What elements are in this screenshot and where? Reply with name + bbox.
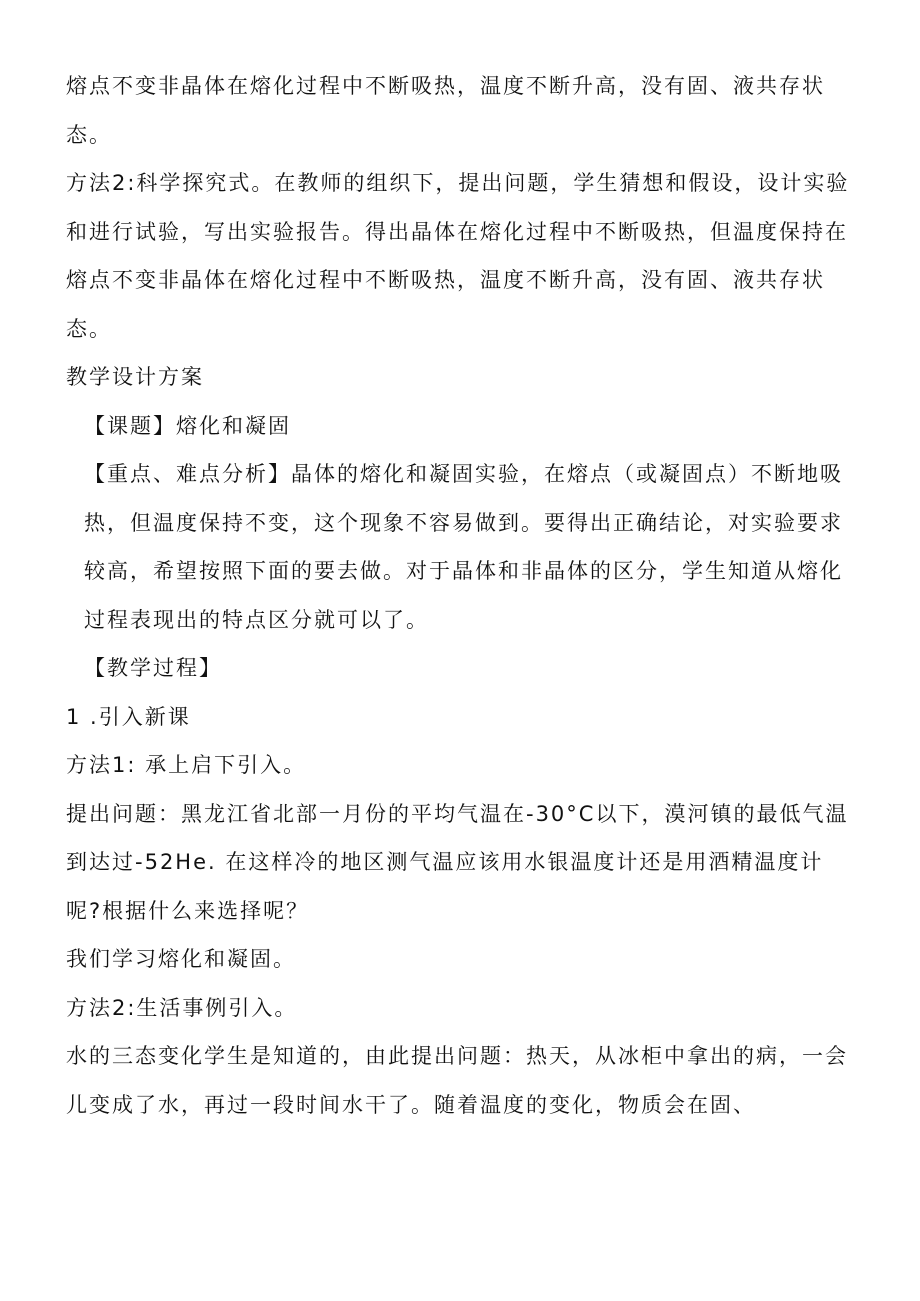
three-states-paragraph: 水的三态变化学生是知道的，由此提出问题：热天，从冰柜中拿出的病，一会儿变成了水，再过一段时间水干了。随着温度的变化，物质会在固、 <box>66 1044 848 1117</box>
paragraph-method-2-inquiry: 方法2:科学探究式。在教师的组织下，提出问题，学生猜想和假设，设计实验和进行试验，写出实验报告。得出晶体在熔化过程中不断吸热，但温度保持在熔点不变非晶体在熔化过程中不断吸热，温度不断升高，没有固、液共存状态。 <box>66 171 850 341</box>
learn-melting-line: 我们学习熔化和凝固。 <box>66 947 296 971</box>
method-1-heading: 方法1: 承上启下引入。 <box>66 753 307 777</box>
paragraph-melting-summary: 熔点不变非晶体在熔化过程中不断吸热，温度不断升高，没有固、液共存状态。 <box>66 74 825 147</box>
method-2-life-examples: 方法2:生活事例引入。 <box>66 995 298 1020</box>
step-1-intro-heading: 1 .引入新课 <box>66 704 191 729</box>
section-heading-teaching-design: 教学设计方案 <box>66 365 204 389</box>
document-body <box>66 62 856 1129</box>
teaching-process-heading: 【教学过程】 <box>84 656 222 680</box>
lesson-topic: 【课题】熔化和凝固 <box>84 413 291 438</box>
question-paragraph: 提出问题：黑龙江省北部一月份的平均气温在-30°C以下，漠河镇的最低气温到达过-52He. 在这样冷的地区测气温应该用水银温度计还是用酒精温度计呢?根据什么来选择呢？ <box>66 801 849 923</box>
key-difficulty-analysis: 【重点、难点分析】晶体的熔化和凝固实验，在熔点（或凝固点）不断地吸热，但温度保持不变，这个现象不容易做到。要得出正确结论，对实验要求较高，希望按照下面的要去做。对于晶体和非晶体的区分，学生知道从熔化过程表现出的特点区分就可以了。 <box>84 462 843 632</box>
